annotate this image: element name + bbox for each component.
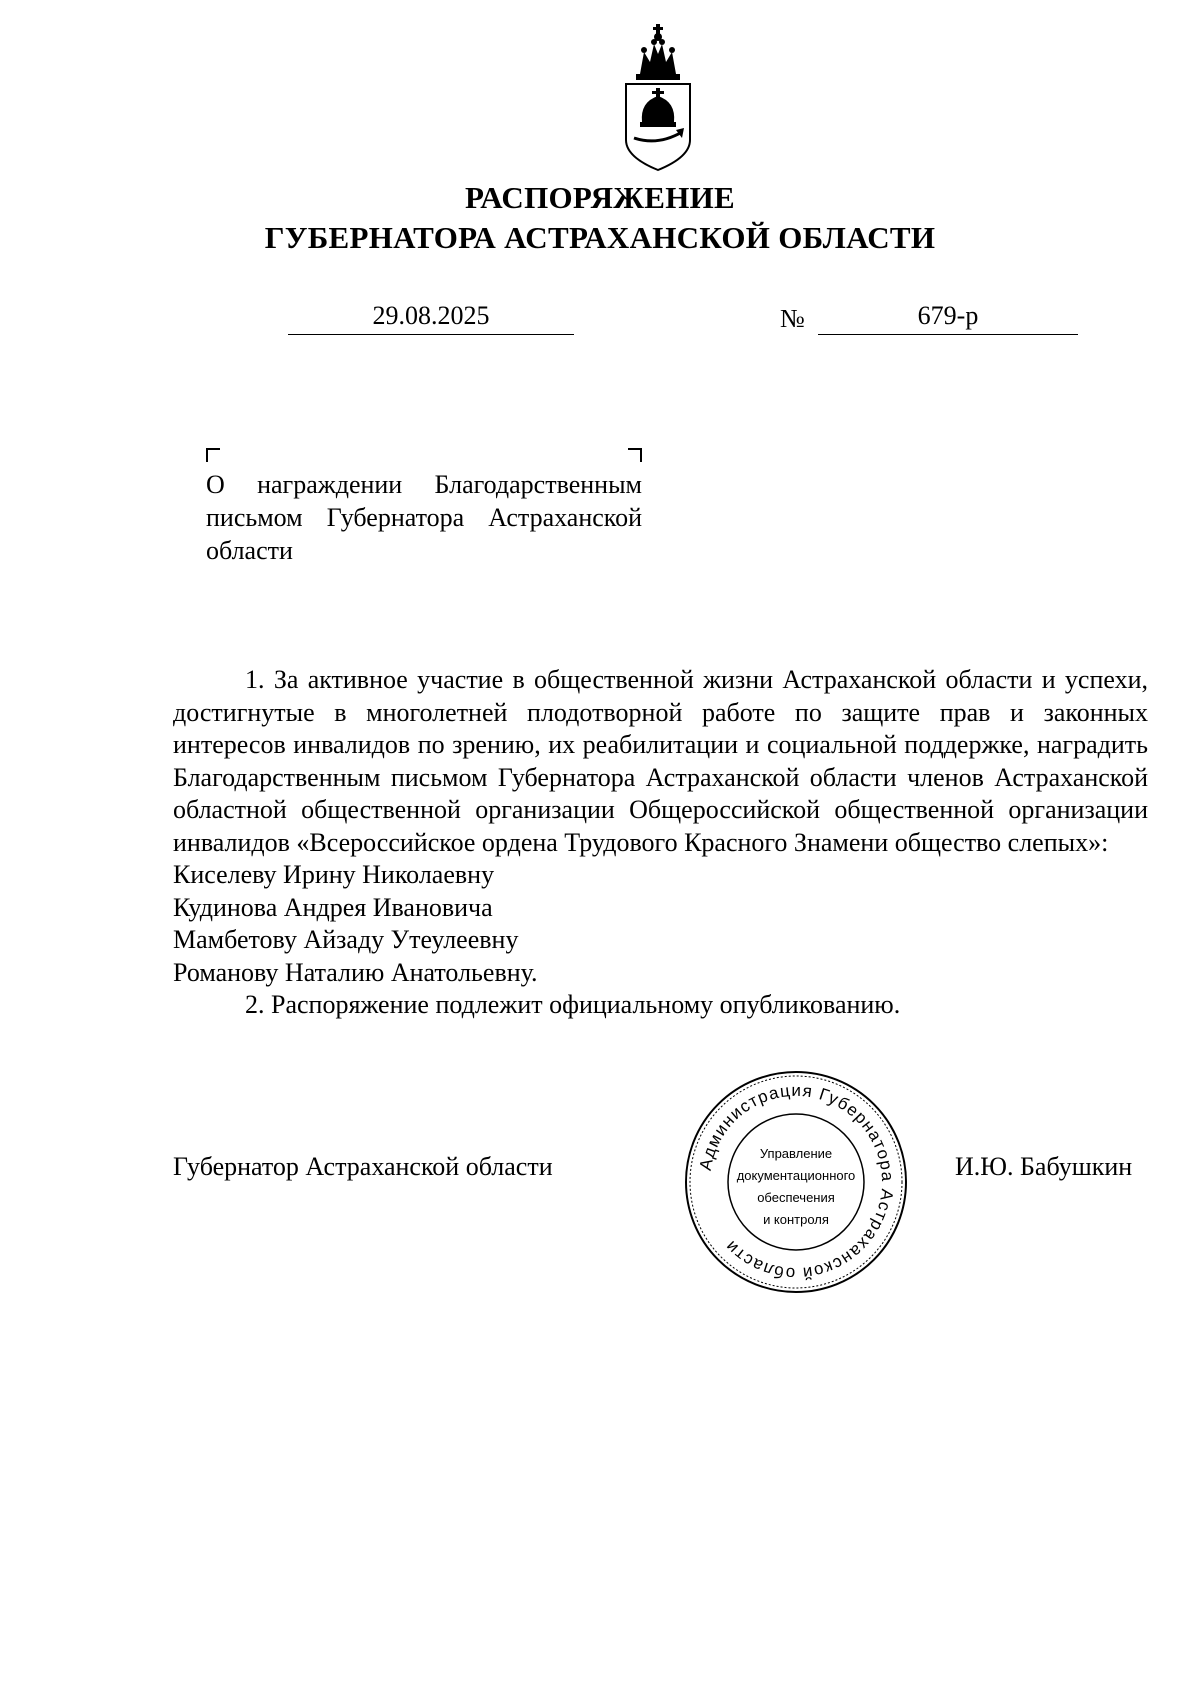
number-sign: № — [780, 304, 805, 333]
subject-corner-mark-left — [206, 448, 220, 462]
signatory-name: И.Ю. Бабушкин — [955, 1152, 1133, 1181]
stamp-ring-text: Администрация Губернатора Астраханской области — [695, 1080, 898, 1284]
official-stamp — [682, 1068, 910, 1296]
coat-of-arms-emblem — [620, 22, 696, 172]
stamp-center-line: документационного — [736, 1168, 856, 1183]
signatory-position: Губернатор Астраханской области — [173, 1152, 553, 1181]
document-subject: О награждении Благодарственным письмом Губернатора Астраханской области — [206, 470, 642, 565]
document-title-line1: РАСПОРЯЖЕНИЕ — [464, 180, 736, 215]
awardee-name: Мамбетову Айзаду Утеулеевну — [173, 925, 519, 954]
stamp-center-line: Управление — [759, 1146, 833, 1161]
awardee-name: Кудинова Андрея Ивановича — [173, 892, 493, 922]
awardee-name: Киселеву Ирину Николаевну — [173, 860, 495, 889]
subject-corner-mark-right — [628, 448, 642, 462]
stamp-center-line: обеспечения — [757, 1190, 835, 1205]
paragraph-2: 2. Распоряжение подлежит официальному опубликованию. — [245, 990, 901, 1019]
document-body — [173, 664, 1148, 1022]
document-date: 29.08.2025 — [288, 300, 574, 335]
stamp-center-line: и контроля — [763, 1212, 829, 1227]
document-title-line2: ГУБЕРНАТОРА АСТРАХАНСКОЙ ОБЛАСТИ — [264, 220, 936, 255]
document-number: 679-р — [818, 300, 1078, 335]
paragraph-1: 1. За активное участие в общественной жизни Астраханской области и успехи, достигнутые в многолетней плодотворной работе по защите прав и законных интересов инвалидов по зрению, их реабилитации и социальной поддержке, наградить Благодарственным письмом Губернатора Астраханской области членов Астраханской областной общественной организации Общероссийской общественной организации инвалидов «Всероссийское ордена Трудового Красного Знамени общество слепых»: — [173, 665, 1148, 857]
awardee-name: Романову Наталию Анатольевну. — [173, 957, 538, 987]
